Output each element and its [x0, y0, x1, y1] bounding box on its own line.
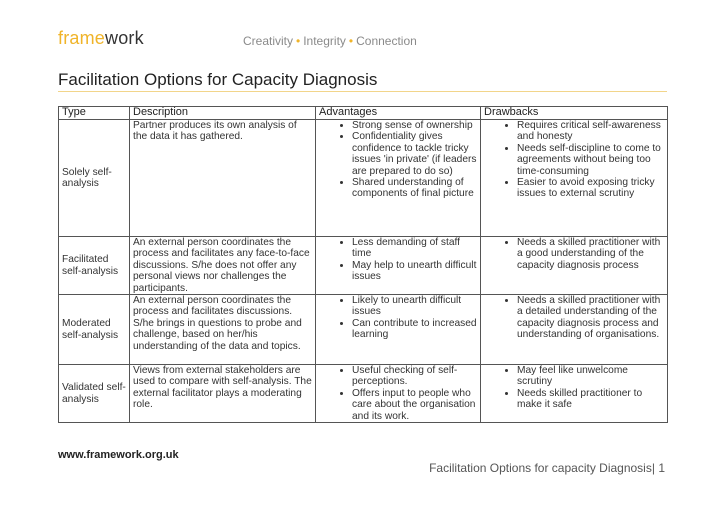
row-advantages — [316, 120, 481, 237]
table-row — [59, 295, 668, 365]
footer-doc-title: Facilitation Options for capacity Diagnosis| — [429, 461, 655, 475]
tagline-separator: • — [296, 34, 301, 48]
row-description: Partner produces its own analysis of the data it has gathered. — [130, 120, 316, 237]
row-drawbacks — [481, 237, 668, 295]
row-advantages — [316, 365, 481, 423]
logo-part-work: work — [105, 28, 144, 48]
list-item: • Useful checking of self-perceptions. — [352, 365, 477, 388]
list-item: • Offers input to people who care about the organisation and its work. — [352, 388, 477, 422]
table-row — [59, 365, 668, 423]
column-header-description: Description — [130, 107, 316, 120]
facilitation-options-table — [58, 106, 668, 423]
list-item: • Shared understanding of components of final picture — [352, 177, 477, 200]
row-drawbacks — [481, 120, 668, 237]
list-item: • Needs a skilled practitioner with a detailed understanding of the capacity diagnosis process and understanding of organisations. — [517, 295, 664, 341]
logo-part-frame: frame — [58, 28, 106, 48]
list-item: • Can contribute to increased learning — [352, 318, 477, 341]
column-header-advantages: Advantages — [316, 107, 481, 120]
row-type: Facilitated self-analysis — [59, 237, 130, 295]
title-divider — [58, 91, 667, 92]
list-item: • May help to unearth difficult issues — [352, 260, 477, 283]
list-item: • Needs a skilled practitioner with a good understanding of the capacity diagnosis process — [517, 237, 664, 271]
list-item: • Likely to unearth difficult issues — [352, 295, 477, 318]
tagline-separator: • — [348, 34, 354, 48]
tagline-word: Creativity — [243, 34, 294, 48]
list-item: • Needs self-discipline to come to agreements without being too time-consuming — [517, 143, 664, 177]
row-description: An external person coordinates the process and facilitates discussions. S/he brings in questions to probe and challenge, based on her/his understanding of the data and topics. — [130, 295, 316, 365]
row-description: Views from external stakeholders are used to compare with self-analysis. The external facilitator plays a moderating role. — [130, 365, 316, 423]
column-header-drawbacks: Drawbacks — [481, 107, 668, 120]
row-description: An external person coordinates the process and facilitates any face-to-face discussions. S/he does not offer any personal views nor challenges the participants. — [130, 237, 316, 295]
list-item: • May feel like unwelcome scrutiny — [517, 365, 664, 388]
footer-page-label — [429, 461, 665, 475]
list-item: • Requires critical self-awareness and honesty — [517, 120, 664, 143]
list-item: • Easier to avoid exposing tricky issues to external scrutiny — [517, 177, 664, 200]
row-type: Moderated self-analysis — [59, 295, 130, 365]
footer-url: www.framework.org.uk — [58, 449, 179, 461]
logo — [58, 28, 144, 49]
list-item: • Less demanding of staff time — [352, 237, 477, 260]
row-type: Solely self-analysis — [59, 120, 130, 237]
tagline-word: Integrity — [303, 34, 346, 48]
tagline-word: Connection — [356, 34, 417, 48]
tagline — [243, 34, 417, 48]
row-advantages — [316, 237, 481, 295]
page-title: Facilitation Options for Capacity Diagnosis — [58, 70, 378, 89]
row-drawbacks — [481, 295, 668, 365]
table-row — [59, 120, 668, 237]
row-advantages — [316, 295, 481, 365]
table-header-row — [59, 107, 668, 120]
list-item: • Confidentiality gives confidence to tackle tricky issues 'in private' (if leaders are prepared to do so) — [352, 131, 477, 177]
row-type: Validated self-analysis — [59, 365, 130, 423]
list-item: • Strong sense of ownership — [352, 120, 477, 131]
row-drawbacks — [481, 365, 668, 423]
list-item: • Needs skilled practitioner to make it safe — [517, 388, 664, 411]
page-number: 1 — [658, 461, 665, 475]
column-header-type: Type — [59, 107, 130, 120]
table-row — [59, 237, 668, 295]
